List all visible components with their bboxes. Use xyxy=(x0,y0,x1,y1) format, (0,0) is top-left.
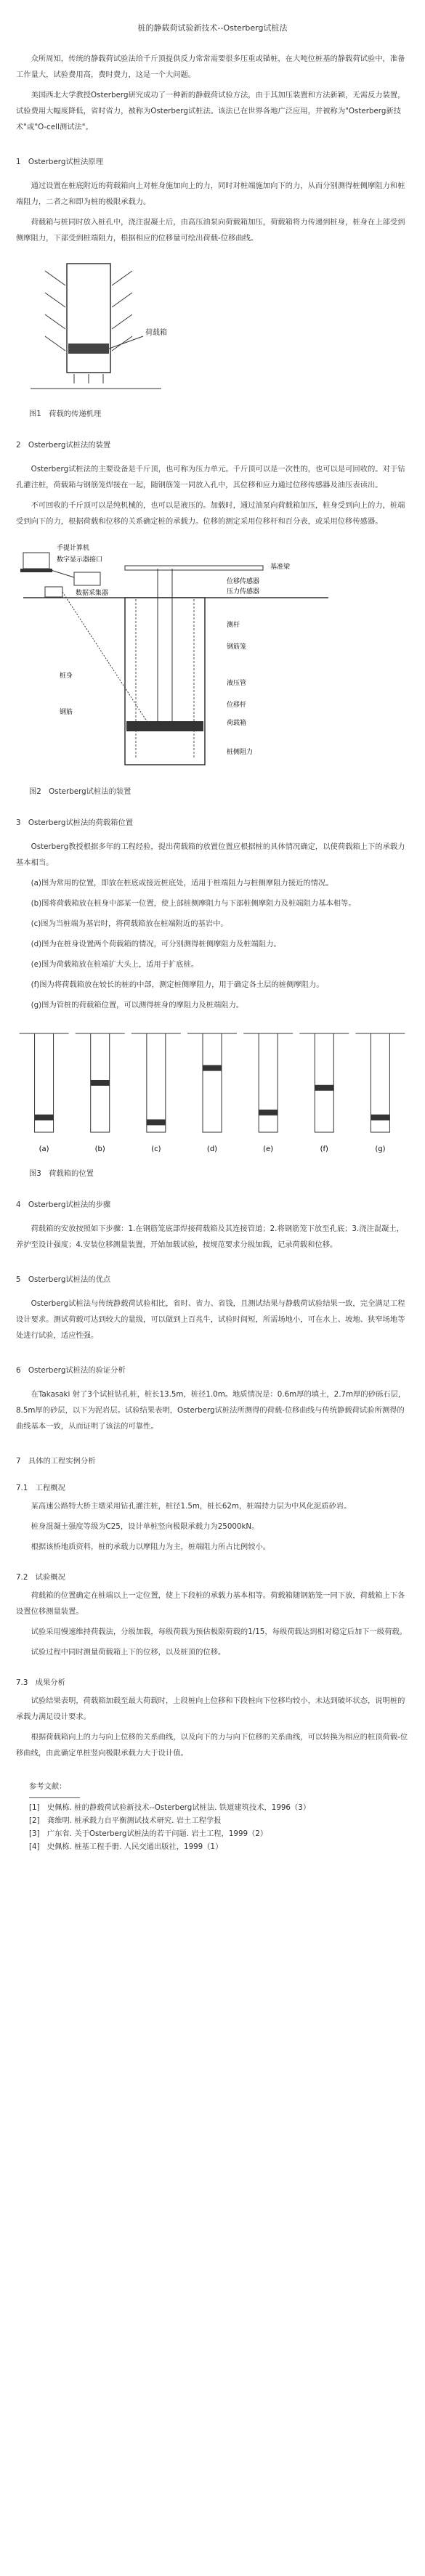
label-pressure-sensor: 压力传感器 xyxy=(227,588,260,596)
label-load-cell: 荷载箱 xyxy=(227,720,247,727)
section-heading: 6 Osterberg试桩法的验证分析 xyxy=(16,1366,126,1375)
load-cell-box xyxy=(259,1110,278,1116)
label-hydraulic-hose: 液压管 xyxy=(227,680,247,687)
label-pile-body: 桩身 xyxy=(60,673,73,680)
body-paragraph: (g)图为管桩的荷载箱位置，可以测得桩身的摩阻力及桩端阻力。 xyxy=(31,1001,244,1009)
panel-label: (f) xyxy=(320,1145,328,1153)
pile-body xyxy=(147,1033,166,1132)
body-paragraph: 某高速公路特大桥主墩采用钻孔灌注桩，桩径1.5m，桩长62m，桩端持力层为中风化泥质砂岩。 xyxy=(31,1502,352,1511)
body-paragraph: 试验过程中同时测量荷载箱上下的位移，以及桩顶的位移。 xyxy=(31,1648,226,1657)
pile-body xyxy=(259,1033,278,1132)
label-laptop: 手提计算机 xyxy=(57,545,90,552)
load-cell-box xyxy=(126,721,203,731)
load-cell-box xyxy=(203,1065,222,1071)
reference-item: [2] 龚维明. 桩承载力自平衡测试技术研究. 岩土工程学报 xyxy=(29,1816,222,1825)
label-rod: 测杆 xyxy=(227,622,240,629)
position-panel xyxy=(243,1033,293,1153)
pile-body xyxy=(315,1033,333,1132)
reference-beam xyxy=(125,566,263,570)
body-paragraph: (c)图为当桩端为基岩时，将荷载箱放在桩端附近的基岩中。 xyxy=(31,919,228,928)
body-paragraph: 试验采用慢速维持荷载法，分级加载，每级荷载为预估极限荷载的1/15，每级荷载达到相对稳定后加下一级荷载。 xyxy=(31,1628,407,1636)
body-paragraph: 不可回收的千斤顶可以是纯机械的，也可以是液压的。加载时，通过油泵向荷载箱加压，桩身受到向上的力，桩端受到向下的力，根据荷载和位移的关系确定桩的承载力。位移的测定采用位移杆和百分表，或采用位移传感器。 xyxy=(16,501,405,526)
load-cell-box xyxy=(68,344,109,354)
intro-paragraph: 众所周知，传统的静载荷试验法给千斤顶提供反力常常需要很多压重或锚桩，在大吨位桩基的静载荷试验中，准备工作量大，试验费用高，费时费力，这是一个大问题。 xyxy=(16,54,405,79)
position-panel xyxy=(131,1033,181,1153)
label-cage: 钢筋笼 xyxy=(227,643,247,651)
load-cell-box xyxy=(91,1080,110,1086)
label-data-logger: 数据采集器 xyxy=(76,590,109,597)
body-paragraph: (d)图为在桩身设置两个荷载箱的情况，可分别测得桩侧摩阻力及桩端阻力。 xyxy=(31,940,281,948)
load-cell-label: 荷载箱 xyxy=(145,329,167,337)
position-panel xyxy=(76,1033,125,1153)
position-panel xyxy=(20,1033,69,1153)
subsection-heading: 7.1 工程概况 xyxy=(16,1484,65,1492)
figure-2-apparatus xyxy=(16,540,409,779)
body-paragraph: 荷载箱的位置确定在桩端以上一定位置，使上下段桩的承载力基本相等。荷载箱随钢筋笼一同下放，荷载箱上下各设置位移测量装置。 xyxy=(16,1591,405,1616)
section-heading: 5 Osterberg试桩法的优点 xyxy=(16,1275,111,1284)
pile-body xyxy=(67,264,110,373)
pile-body xyxy=(125,598,205,765)
body-paragraph: (a)图为常用的位置，即放在桩底或接近桩底处，适用于桩端阻力与桩侧摩阻力接近的情况。 xyxy=(31,879,333,887)
body-paragraph: 桩身混凝土强度等级为C25，设计单桩竖向极限承载力为25000kN。 xyxy=(31,1522,259,1531)
body-paragraph: 荷载箱与桩同时放入桩孔中，浇注混凝土后，由高压油泵向荷载箱加压，荷载箱将力传递到桩身，桩身在上部受到侧摩阻力，下部受到桩端阻力，根据相应的位移量可绘出荷载-位移曲线。 xyxy=(16,218,405,243)
panel-label: (g) xyxy=(375,1145,386,1153)
load-cell-box xyxy=(147,1119,166,1125)
load-cell-box xyxy=(371,1115,389,1121)
reference-item: [4] 史佩栋. 桩基工程手册. 人民交通出版社，1999（1） xyxy=(29,1842,223,1851)
label-display-interface: 数字显示器接口 xyxy=(57,556,103,564)
laptop-icon xyxy=(23,553,49,569)
body-paragraph: Osterberg教授根据多年的工程经验，提出荷载箱的放置位置应根据桩的具体情况确定，以使荷载箱上下的承载力基本相当。 xyxy=(16,842,405,867)
intro-paragraph: 美国西北大学教授Osterberg研究成功了一种新的静载荷试验方法，由于其加压装置和方法新颖，无需反力装置，试验费用大幅度降低，省时省力，被称为Osterberg试桩法。该法已在世界各地广泛应用，并被称为"Osterberg新技术"或"O-cell测试法"。 xyxy=(16,91,405,131)
section-heading: 2 Osterberg试桩法的装置 xyxy=(16,441,111,450)
figure-caption: 图3 荷载箱的位置 xyxy=(29,1169,94,1178)
subsection-heading: 7.3 成果分析 xyxy=(16,1678,65,1687)
section-heading: 3 Osterberg试桩法的荷载箱位置 xyxy=(16,818,134,827)
pile-body xyxy=(203,1033,222,1132)
references-title: 参考文献： xyxy=(29,1782,67,1791)
body-paragraph: 在Takasaki 射了3个试桩钻孔桩，桩长13.5m，桩径1.0m。地质情况是：0.6m厚的填土，2.7m厚的砂砾石层，8.5m厚的砂层，以下为泥岩层。试验结果表明，Osterberg试桩法所测得的荷载-位移曲线与传统静载荷试验所测得的曲线基本一致，从而证明了该法的可靠性。 xyxy=(16,1390,406,1431)
panel-label: (d) xyxy=(206,1145,218,1153)
figure-3-drawing xyxy=(16,1023,408,1161)
document-title: 桩的静载荷试验新技术--Osterberg试桩法 xyxy=(137,23,288,33)
figure-3-load-cell-positions xyxy=(16,1023,409,1161)
body-paragraph: 通过设置在桩底附近的荷载箱向上对桩身施加向上的力，同时对桩端施加向下的力，从而分别测得桩侧摩阻力和桩端阻力，二者之和即为桩的极限承载力。 xyxy=(16,182,405,206)
figure-caption: 图2 Osterberg试桩法的装置 xyxy=(29,787,131,796)
position-panel xyxy=(355,1033,405,1153)
body-paragraph: 根据荷载箱向上的力与向上位移的关系曲线，以及向下的力与向下位移的关系曲线，可以转换为相应的桩顶荷载-位移曲线，由此确定单桩竖向极限承载力大于设计值。 xyxy=(16,1733,408,1758)
position-panel xyxy=(187,1033,237,1153)
panel-label: (a) xyxy=(39,1145,49,1153)
label-side-resistance: 桩侧阻力 xyxy=(227,749,254,756)
data-logger-icon xyxy=(74,572,100,585)
pump-icon xyxy=(45,587,62,597)
references-divider xyxy=(29,1797,80,1798)
panel-label: (b) xyxy=(94,1145,105,1153)
figure-1-drawing xyxy=(16,256,408,402)
section-heading: 4 Osterberg试桩法的步骤 xyxy=(16,1200,111,1209)
body-paragraph: (e)图为荷载箱放在桩端扩大头上，适用于扩底桩。 xyxy=(31,960,199,969)
body-paragraph: (b)图将荷载箱放在桩身中部某一位置，使上部桩侧摩阻力与下部桩侧摩阻力及桩端阻力基本相等。 xyxy=(31,899,356,908)
body-paragraph: 荷载箱的安放按照如下步骤：1.在钢筋笼底部焊接荷载箱及其连接管道；2.将钢筋笼下放至孔底；3.浇注混凝土，养护至设计强度；4.安装位移测量装置，开始加载试验，按规范要求分级加载，记录荷载和位移。 xyxy=(16,1224,405,1249)
body-paragraph: (f)图为将荷载箱放在较长的桩的中部，测定桩侧摩阻力，用于确定各土层的桩侧摩阻力。 xyxy=(31,980,324,989)
label-displacement-sensor: 位移传感器 xyxy=(227,578,260,585)
load-cell-box xyxy=(35,1115,54,1121)
figure-2-drawing xyxy=(16,540,408,779)
load-cell-box xyxy=(315,1085,333,1091)
label-reference-beam: 基准梁 xyxy=(270,564,291,571)
figure-1-load-transfer xyxy=(16,256,409,402)
subsection-heading: 7.2 试验概况 xyxy=(16,1573,65,1582)
reference-item: [3] 广东省. 关于Osterberg试桩法的若干问题. 岩土工程，1999（2） xyxy=(29,1829,268,1838)
body-paragraph: Osterberg试桩法的主要设备是千斤顶，也可称为压力单元。千斤顶可以是一次性的，也可以是可回收的。对于钻孔灌注桩，荷载箱与钢筋笼焊接在一起，随钢筋笼一同放入孔中，其位移和应力通过位移传感器及油压表读出。 xyxy=(16,465,405,489)
body-paragraph: Osterberg试桩法与传统静载荷试验相比，省时、省力、省钱，且测试结果与静载荷试验结果一致，完全满足工程设计要求。测试荷载可达到较大的量级，可以做到上百兆牛，试验时间短，所需场地小，可在水上、坡地、狭窄场地等处进行试验，适应性强。 xyxy=(16,1299,405,1340)
panel-label: (e) xyxy=(263,1145,274,1153)
figure-caption: 图1 荷载的传递机理 xyxy=(29,410,102,418)
position-panel xyxy=(299,1033,349,1153)
reference-item: [1] 史佩栋. 桩的静载荷试验新技术--Osterberg试桩法. 铁道建筑技术，1996（3） xyxy=(29,1803,311,1812)
body-paragraph: 试验结果表明，荷载箱加载至最大荷载时，上段桩向上位移和下段桩向下位移均较小，未达到破坏状态，说明桩的承载力满足设计要求。 xyxy=(16,1697,405,1721)
section-heading: 1 Osterberg试桩法原理 xyxy=(16,158,103,166)
end-bearing-arrows xyxy=(74,374,103,383)
body-paragraph: 根据该桥地质资料，桩的承载力以摩阻力为主，桩端阻力所占比例较小。 xyxy=(31,1543,271,1551)
label-displacement-rod: 位移杆 xyxy=(227,702,247,709)
references xyxy=(29,1780,409,1853)
label-rebar: 钢筋 xyxy=(60,709,73,716)
panel-label: (c) xyxy=(151,1145,161,1153)
section-heading: 7 具体的工程实例分析 xyxy=(16,1457,96,1466)
